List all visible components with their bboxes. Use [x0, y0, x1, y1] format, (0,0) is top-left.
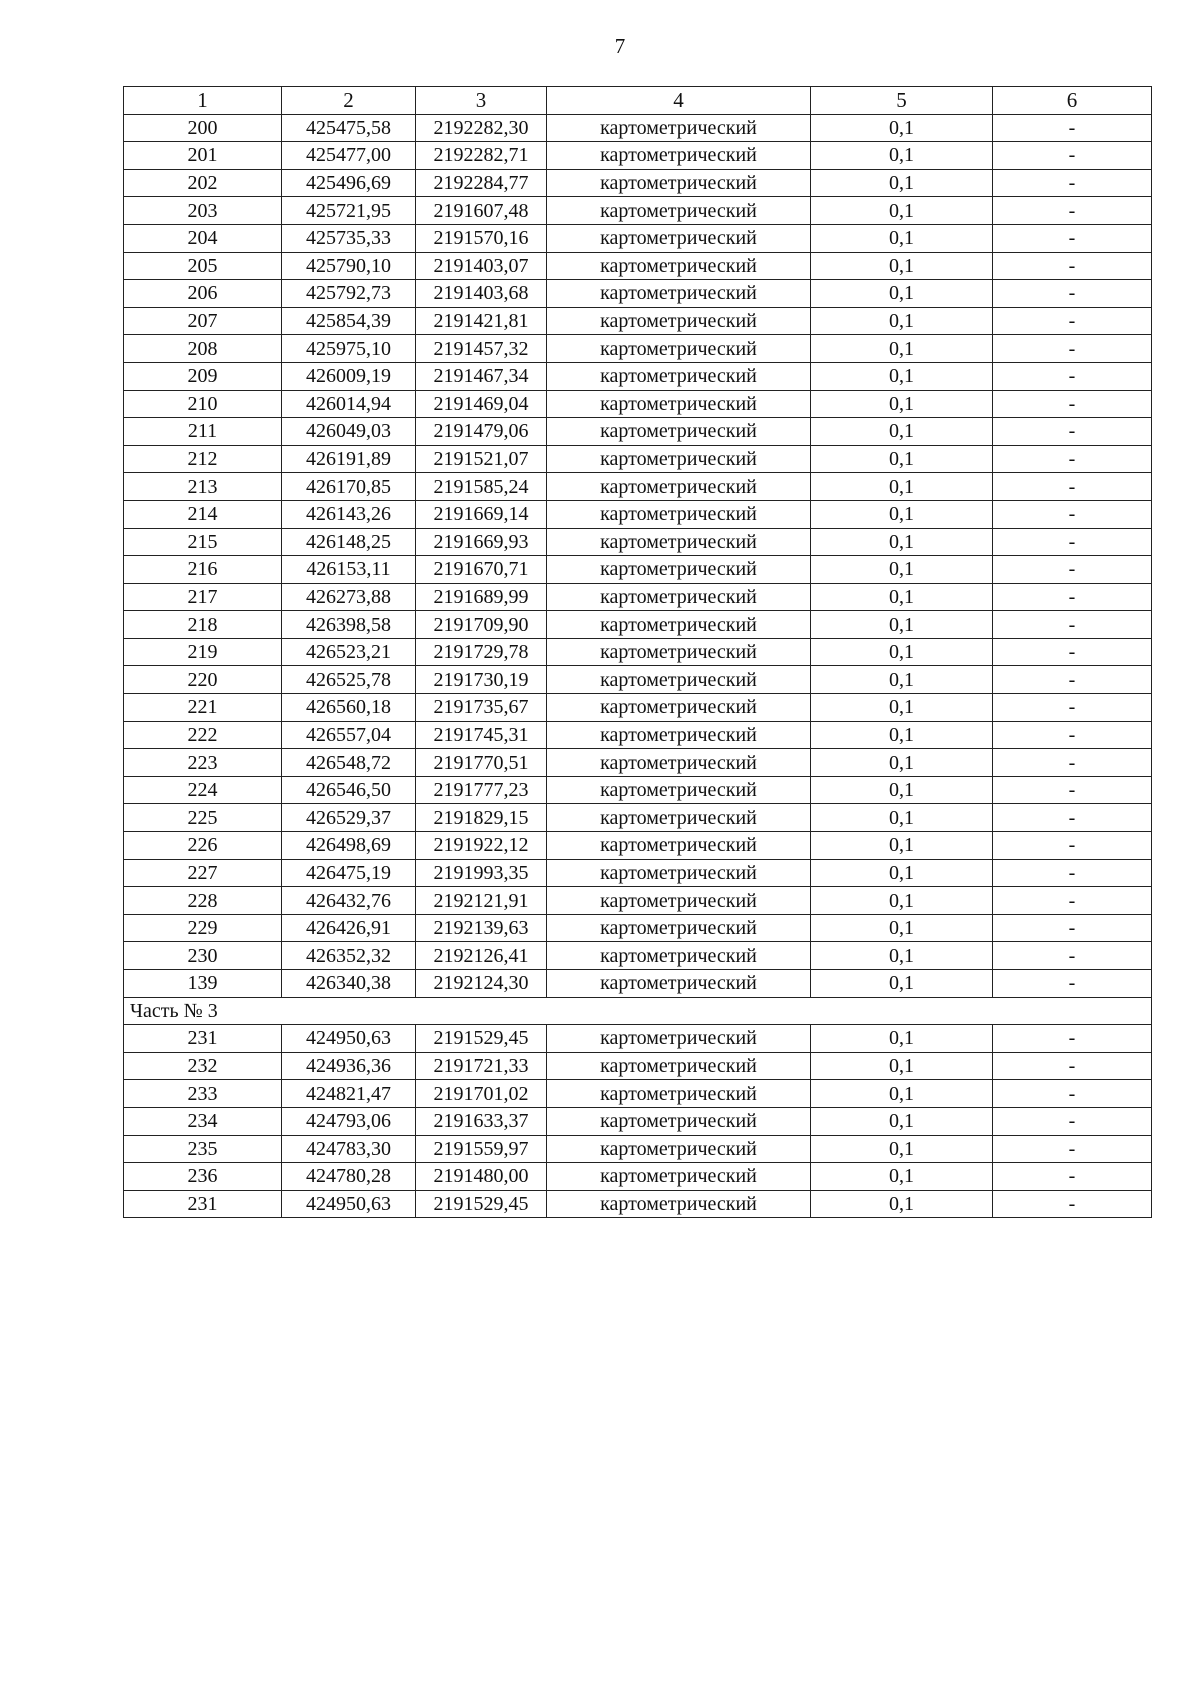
coordinates-table	[123, 86, 1152, 1218]
table-cell: 2192124,30	[416, 970, 547, 998]
page-number: 7	[614, 34, 626, 58]
table-cell: 0,1	[811, 307, 993, 335]
table-cell: 2192139,63	[416, 914, 547, 942]
table-cell: 212	[124, 445, 282, 473]
table-cell: 0,1	[811, 445, 993, 473]
table-cell: 235	[124, 1135, 282, 1163]
table-cell: картометрический	[547, 666, 811, 694]
table-cell: 205	[124, 252, 282, 280]
table-row	[124, 280, 1152, 308]
table-cell: 226	[124, 832, 282, 860]
table-cell: -	[993, 473, 1152, 501]
section-label: Часть № 3	[124, 997, 1152, 1025]
table-cell: 0,1	[811, 694, 993, 722]
table-cell: 202	[124, 169, 282, 197]
table-cell: 0,1	[811, 362, 993, 390]
table-cell: 207	[124, 307, 282, 335]
table-cell: картометрический	[547, 859, 811, 887]
table-cell: -	[993, 694, 1152, 722]
table-cell: картометрический	[547, 445, 811, 473]
table-cell: 0,1	[811, 1190, 993, 1218]
table-cell: 424780,28	[282, 1163, 416, 1191]
table-cell: картометрический	[547, 114, 811, 142]
table-cell: картометрический	[547, 1052, 811, 1080]
table-cell: -	[993, 1107, 1152, 1135]
table-cell: 426475,19	[282, 859, 416, 887]
table-cell: -	[993, 721, 1152, 749]
table-cell: 213	[124, 473, 282, 501]
table-cell: -	[993, 1135, 1152, 1163]
table-cell: 201	[124, 142, 282, 170]
table-cell: 216	[124, 556, 282, 584]
table-row	[124, 335, 1152, 363]
table-cell: 2191829,15	[416, 804, 547, 832]
table-cell: 424936,36	[282, 1052, 416, 1080]
table-row	[124, 914, 1152, 942]
table-cell: 0,1	[811, 224, 993, 252]
table-cell: 0,1	[811, 528, 993, 556]
table-cell: 2191457,32	[416, 335, 547, 363]
table-cell: -	[993, 335, 1152, 363]
table-cell: 0,1	[811, 1052, 993, 1080]
table-cell: 426525,78	[282, 666, 416, 694]
table-cell: 0,1	[811, 1025, 993, 1053]
table-cell: 0,1	[811, 1107, 993, 1135]
header-cell: 3	[416, 87, 547, 115]
table-cell: -	[993, 832, 1152, 860]
table-cell: 217	[124, 583, 282, 611]
table-cell: 0,1	[811, 142, 993, 170]
table-cell: 2191421,81	[416, 307, 547, 335]
table-cell: -	[993, 583, 1152, 611]
table-cell: -	[993, 887, 1152, 915]
table-cell: 2191529,45	[416, 1190, 547, 1218]
header-cell: 4	[547, 87, 811, 115]
table-cell: 2191585,24	[416, 473, 547, 501]
table-cell: 426398,58	[282, 611, 416, 639]
table-cell: 209	[124, 362, 282, 390]
table-cell: -	[993, 307, 1152, 335]
table-cell: -	[993, 500, 1152, 528]
table-cell: 0,1	[811, 169, 993, 197]
table-cell: 0,1	[811, 1080, 993, 1108]
table-cell: 0,1	[811, 583, 993, 611]
table-row	[124, 666, 1152, 694]
table-cell: 2192282,71	[416, 142, 547, 170]
table-cell: 0,1	[811, 390, 993, 418]
table-row	[124, 804, 1152, 832]
table-cell: 208	[124, 335, 282, 363]
table-cell: 0,1	[811, 611, 993, 639]
table-row	[124, 390, 1152, 418]
table-cell: 2191689,99	[416, 583, 547, 611]
table-cell: картометрический	[547, 721, 811, 749]
table-cell: 426432,76	[282, 887, 416, 915]
table-cell: 2191403,07	[416, 252, 547, 280]
table-row	[124, 556, 1152, 584]
table-cell: 426153,11	[282, 556, 416, 584]
table-cell: 426548,72	[282, 749, 416, 777]
table-cell: 2191479,06	[416, 418, 547, 446]
table-cell: 0,1	[811, 832, 993, 860]
table-cell: 2191669,14	[416, 500, 547, 528]
table-cell: 2191777,23	[416, 776, 547, 804]
table-cell: 2191403,68	[416, 280, 547, 308]
table-cell: 232	[124, 1052, 282, 1080]
table-cell: 426340,38	[282, 970, 416, 998]
table-cell: 204	[124, 224, 282, 252]
table-row	[124, 859, 1152, 887]
table-cell: -	[993, 611, 1152, 639]
table-cell: 424821,47	[282, 1080, 416, 1108]
table-cell: 425975,10	[282, 335, 416, 363]
table-cell: картометрический	[547, 1190, 811, 1218]
table-row	[124, 114, 1152, 142]
table-cell: -	[993, 1052, 1152, 1080]
table-cell: -	[993, 252, 1152, 280]
table-cell: 219	[124, 638, 282, 666]
table-cell: 2191559,97	[416, 1135, 547, 1163]
table-row	[124, 1080, 1152, 1108]
table-cell: 0,1	[811, 721, 993, 749]
table-row	[124, 694, 1152, 722]
table-row	[124, 1163, 1152, 1191]
table-cell: -	[993, 942, 1152, 970]
table-cell: -	[993, 418, 1152, 446]
table-cell: картометрический	[547, 804, 811, 832]
table-cell: 426523,21	[282, 638, 416, 666]
table-cell: 424793,06	[282, 1107, 416, 1135]
table-cell: 203	[124, 197, 282, 225]
table-row	[124, 142, 1152, 170]
table-cell: 0,1	[811, 1163, 993, 1191]
table-cell: 210	[124, 390, 282, 418]
table-cell: -	[993, 749, 1152, 777]
table-cell: 0,1	[811, 280, 993, 308]
table-cell: картометрический	[547, 307, 811, 335]
table-cell: 2191607,48	[416, 197, 547, 225]
table-cell: картометрический	[547, 362, 811, 390]
table-cell: 0,1	[811, 638, 993, 666]
table-cell: картометрический	[547, 638, 811, 666]
table-cell: 2191721,33	[416, 1052, 547, 1080]
table-cell: 0,1	[811, 114, 993, 142]
table-cell: 2192126,41	[416, 942, 547, 970]
header-cell: 1	[124, 87, 282, 115]
table-cell: 228	[124, 887, 282, 915]
table-cell: 225	[124, 804, 282, 832]
table-cell: картометрический	[547, 887, 811, 915]
table-cell: картометрический	[547, 942, 811, 970]
table-cell: картометрический	[547, 280, 811, 308]
table-cell: 425790,10	[282, 252, 416, 280]
table-cell: 426546,50	[282, 776, 416, 804]
table-row	[124, 307, 1152, 335]
table-cell: 0,1	[811, 666, 993, 694]
table-cell: 2191701,02	[416, 1080, 547, 1108]
table-cell: 218	[124, 611, 282, 639]
table-cell: 0,1	[811, 473, 993, 501]
table-cell: 229	[124, 914, 282, 942]
table-row	[124, 970, 1152, 998]
table-cell: 0,1	[811, 500, 993, 528]
table-cell: 0,1	[811, 749, 993, 777]
table-cell: 0,1	[811, 1135, 993, 1163]
table-cell: 0,1	[811, 859, 993, 887]
table-cell: -	[993, 638, 1152, 666]
table-cell: 426426,91	[282, 914, 416, 942]
table-cell: 425475,58	[282, 114, 416, 142]
table-cell: картометрический	[547, 335, 811, 363]
table-cell: 426352,32	[282, 942, 416, 970]
table-cell: -	[993, 1025, 1152, 1053]
table-cell: 425477,00	[282, 142, 416, 170]
table-cell: картометрический	[547, 1135, 811, 1163]
table-cell: 425735,33	[282, 224, 416, 252]
table-cell: 425721,95	[282, 197, 416, 225]
table-cell: -	[993, 390, 1152, 418]
table-cell: картометрический	[547, 418, 811, 446]
table-cell: картометрический	[547, 970, 811, 998]
table-cell: -	[993, 142, 1152, 170]
table-cell: 426014,94	[282, 390, 416, 418]
table-cell: 0,1	[811, 335, 993, 363]
table-cell: 0,1	[811, 970, 993, 998]
table-cell: -	[993, 362, 1152, 390]
table-cell: 2191529,45	[416, 1025, 547, 1053]
table-cell: 2191480,00	[416, 1163, 547, 1191]
table-row	[124, 611, 1152, 639]
table-cell: 2191669,93	[416, 528, 547, 556]
table-cell: 426148,25	[282, 528, 416, 556]
table-cell: 2191570,16	[416, 224, 547, 252]
table-cell: -	[993, 445, 1152, 473]
table-cell: 236	[124, 1163, 282, 1191]
table-cell: картометрический	[547, 1080, 811, 1108]
section-2-body	[124, 1025, 1152, 1218]
table-cell: 2191469,04	[416, 390, 547, 418]
table-row	[124, 638, 1152, 666]
table-cell: 214	[124, 500, 282, 528]
table-row	[124, 887, 1152, 915]
table-cell: 0,1	[811, 197, 993, 225]
table-cell: 223	[124, 749, 282, 777]
table-cell: 231	[124, 1025, 282, 1053]
table-cell: -	[993, 197, 1152, 225]
table-cell: -	[993, 169, 1152, 197]
table-cell: 2191993,35	[416, 859, 547, 887]
table-row	[124, 252, 1152, 280]
table-cell: 230	[124, 942, 282, 970]
table-row	[124, 1135, 1152, 1163]
table-cell: картометрический	[547, 197, 811, 225]
table-cell: 0,1	[811, 418, 993, 446]
table-cell: 424950,63	[282, 1190, 416, 1218]
section-1-body	[124, 114, 1152, 997]
table-cell: 222	[124, 721, 282, 749]
table-cell: -	[993, 859, 1152, 887]
table-cell: 426049,03	[282, 418, 416, 446]
table-cell: -	[993, 1190, 1152, 1218]
table-row	[124, 197, 1152, 225]
table-cell: -	[993, 224, 1152, 252]
table-cell: 425854,39	[282, 307, 416, 335]
table-row	[124, 500, 1152, 528]
section-label-body	[124, 997, 1152, 1025]
table-cell: 0,1	[811, 804, 993, 832]
table-cell: 233	[124, 1080, 282, 1108]
table-cell: картометрический	[547, 914, 811, 942]
table-cell: 2191521,07	[416, 445, 547, 473]
table-cell: -	[993, 280, 1152, 308]
table-cell: картометрический	[547, 556, 811, 584]
table-cell: -	[993, 1080, 1152, 1108]
table-cell: картометрический	[547, 142, 811, 170]
table-row	[124, 832, 1152, 860]
table-cell: 200	[124, 114, 282, 142]
table-row	[124, 169, 1152, 197]
table-cell: картометрический	[547, 252, 811, 280]
table-cell: 2191730,19	[416, 666, 547, 694]
table-row	[124, 1190, 1152, 1218]
table-cell: -	[993, 1163, 1152, 1191]
table-row	[124, 749, 1152, 777]
table-cell: 2192121,91	[416, 887, 547, 915]
table-cell: картометрический	[547, 776, 811, 804]
table-cell: картометрический	[547, 500, 811, 528]
table-row	[124, 776, 1152, 804]
table-cell: 224	[124, 776, 282, 804]
table-cell: 0,1	[811, 556, 993, 584]
table-cell: 425792,73	[282, 280, 416, 308]
table-cell: 2191709,90	[416, 611, 547, 639]
table-cell: 2191745,31	[416, 721, 547, 749]
table-cell: 2191633,37	[416, 1107, 547, 1135]
table-row	[124, 473, 1152, 501]
table-cell: 0,1	[811, 252, 993, 280]
table-row	[124, 721, 1152, 749]
table-cell: 424783,30	[282, 1135, 416, 1163]
table-cell: -	[993, 970, 1152, 998]
table-cell: 426143,26	[282, 500, 416, 528]
table-cell: 426529,37	[282, 804, 416, 832]
table-cell: 2191735,67	[416, 694, 547, 722]
table-cell: 220	[124, 666, 282, 694]
table-cell: картометрический	[547, 583, 811, 611]
table-cell: -	[993, 528, 1152, 556]
section-label-row	[124, 997, 1152, 1025]
table-cell: -	[993, 914, 1152, 942]
table-cell: 0,1	[811, 914, 993, 942]
table-cell: -	[993, 114, 1152, 142]
table-cell: 426170,85	[282, 473, 416, 501]
table-cell: 426498,69	[282, 832, 416, 860]
table-cell: 2191922,12	[416, 832, 547, 860]
table-cell: 2192282,30	[416, 114, 547, 142]
table-cell: 2191670,71	[416, 556, 547, 584]
table-cell: 227	[124, 859, 282, 887]
table-row	[124, 942, 1152, 970]
table-row	[124, 418, 1152, 446]
table-cell: картометрический	[547, 832, 811, 860]
table-row	[124, 224, 1152, 252]
table-cell: 221	[124, 694, 282, 722]
table-row	[124, 528, 1152, 556]
table-cell: 426009,19	[282, 362, 416, 390]
header-cell: 5	[811, 87, 993, 115]
table-row	[124, 445, 1152, 473]
table-cell: картометрический	[547, 390, 811, 418]
table-cell: 0,1	[811, 942, 993, 970]
table-cell: 425496,69	[282, 169, 416, 197]
table-cell: картометрический	[547, 611, 811, 639]
table-cell: -	[993, 776, 1152, 804]
table-cell: 211	[124, 418, 282, 446]
table-cell: 206	[124, 280, 282, 308]
table-cell: 2191770,51	[416, 749, 547, 777]
table-cell: картометрический	[547, 694, 811, 722]
table-cell: 426560,18	[282, 694, 416, 722]
table-row	[124, 362, 1152, 390]
table-row	[124, 1052, 1152, 1080]
table-cell: 231	[124, 1190, 282, 1218]
header-cell: 2	[282, 87, 416, 115]
table-row	[124, 1107, 1152, 1135]
table-cell: картометрический	[547, 528, 811, 556]
header-row	[124, 87, 1152, 115]
table-cell: картометрический	[547, 1107, 811, 1135]
table-row	[124, 583, 1152, 611]
table-cell: 215	[124, 528, 282, 556]
table-cell: 0,1	[811, 887, 993, 915]
table-cell: -	[993, 804, 1152, 832]
table-cell: 234	[124, 1107, 282, 1135]
table-cell: картометрический	[547, 169, 811, 197]
table-cell: 426273,88	[282, 583, 416, 611]
table-cell: -	[993, 666, 1152, 694]
table-cell: картометрический	[547, 1163, 811, 1191]
table-cell: 426191,89	[282, 445, 416, 473]
header-cell: 6	[993, 87, 1152, 115]
table-cell: 424950,63	[282, 1025, 416, 1053]
table-cell: 2191729,78	[416, 638, 547, 666]
table-cell: картометрический	[547, 1025, 811, 1053]
table-cell: 2191467,34	[416, 362, 547, 390]
table-cell: 426557,04	[282, 721, 416, 749]
table-cell: -	[993, 556, 1152, 584]
table-cell: картометрический	[547, 473, 811, 501]
table-cell: 139	[124, 970, 282, 998]
table-row	[124, 1025, 1152, 1053]
table-cell: картометрический	[547, 749, 811, 777]
table-cell: 2192284,77	[416, 169, 547, 197]
table-cell: 0,1	[811, 776, 993, 804]
table-cell: картометрический	[547, 224, 811, 252]
